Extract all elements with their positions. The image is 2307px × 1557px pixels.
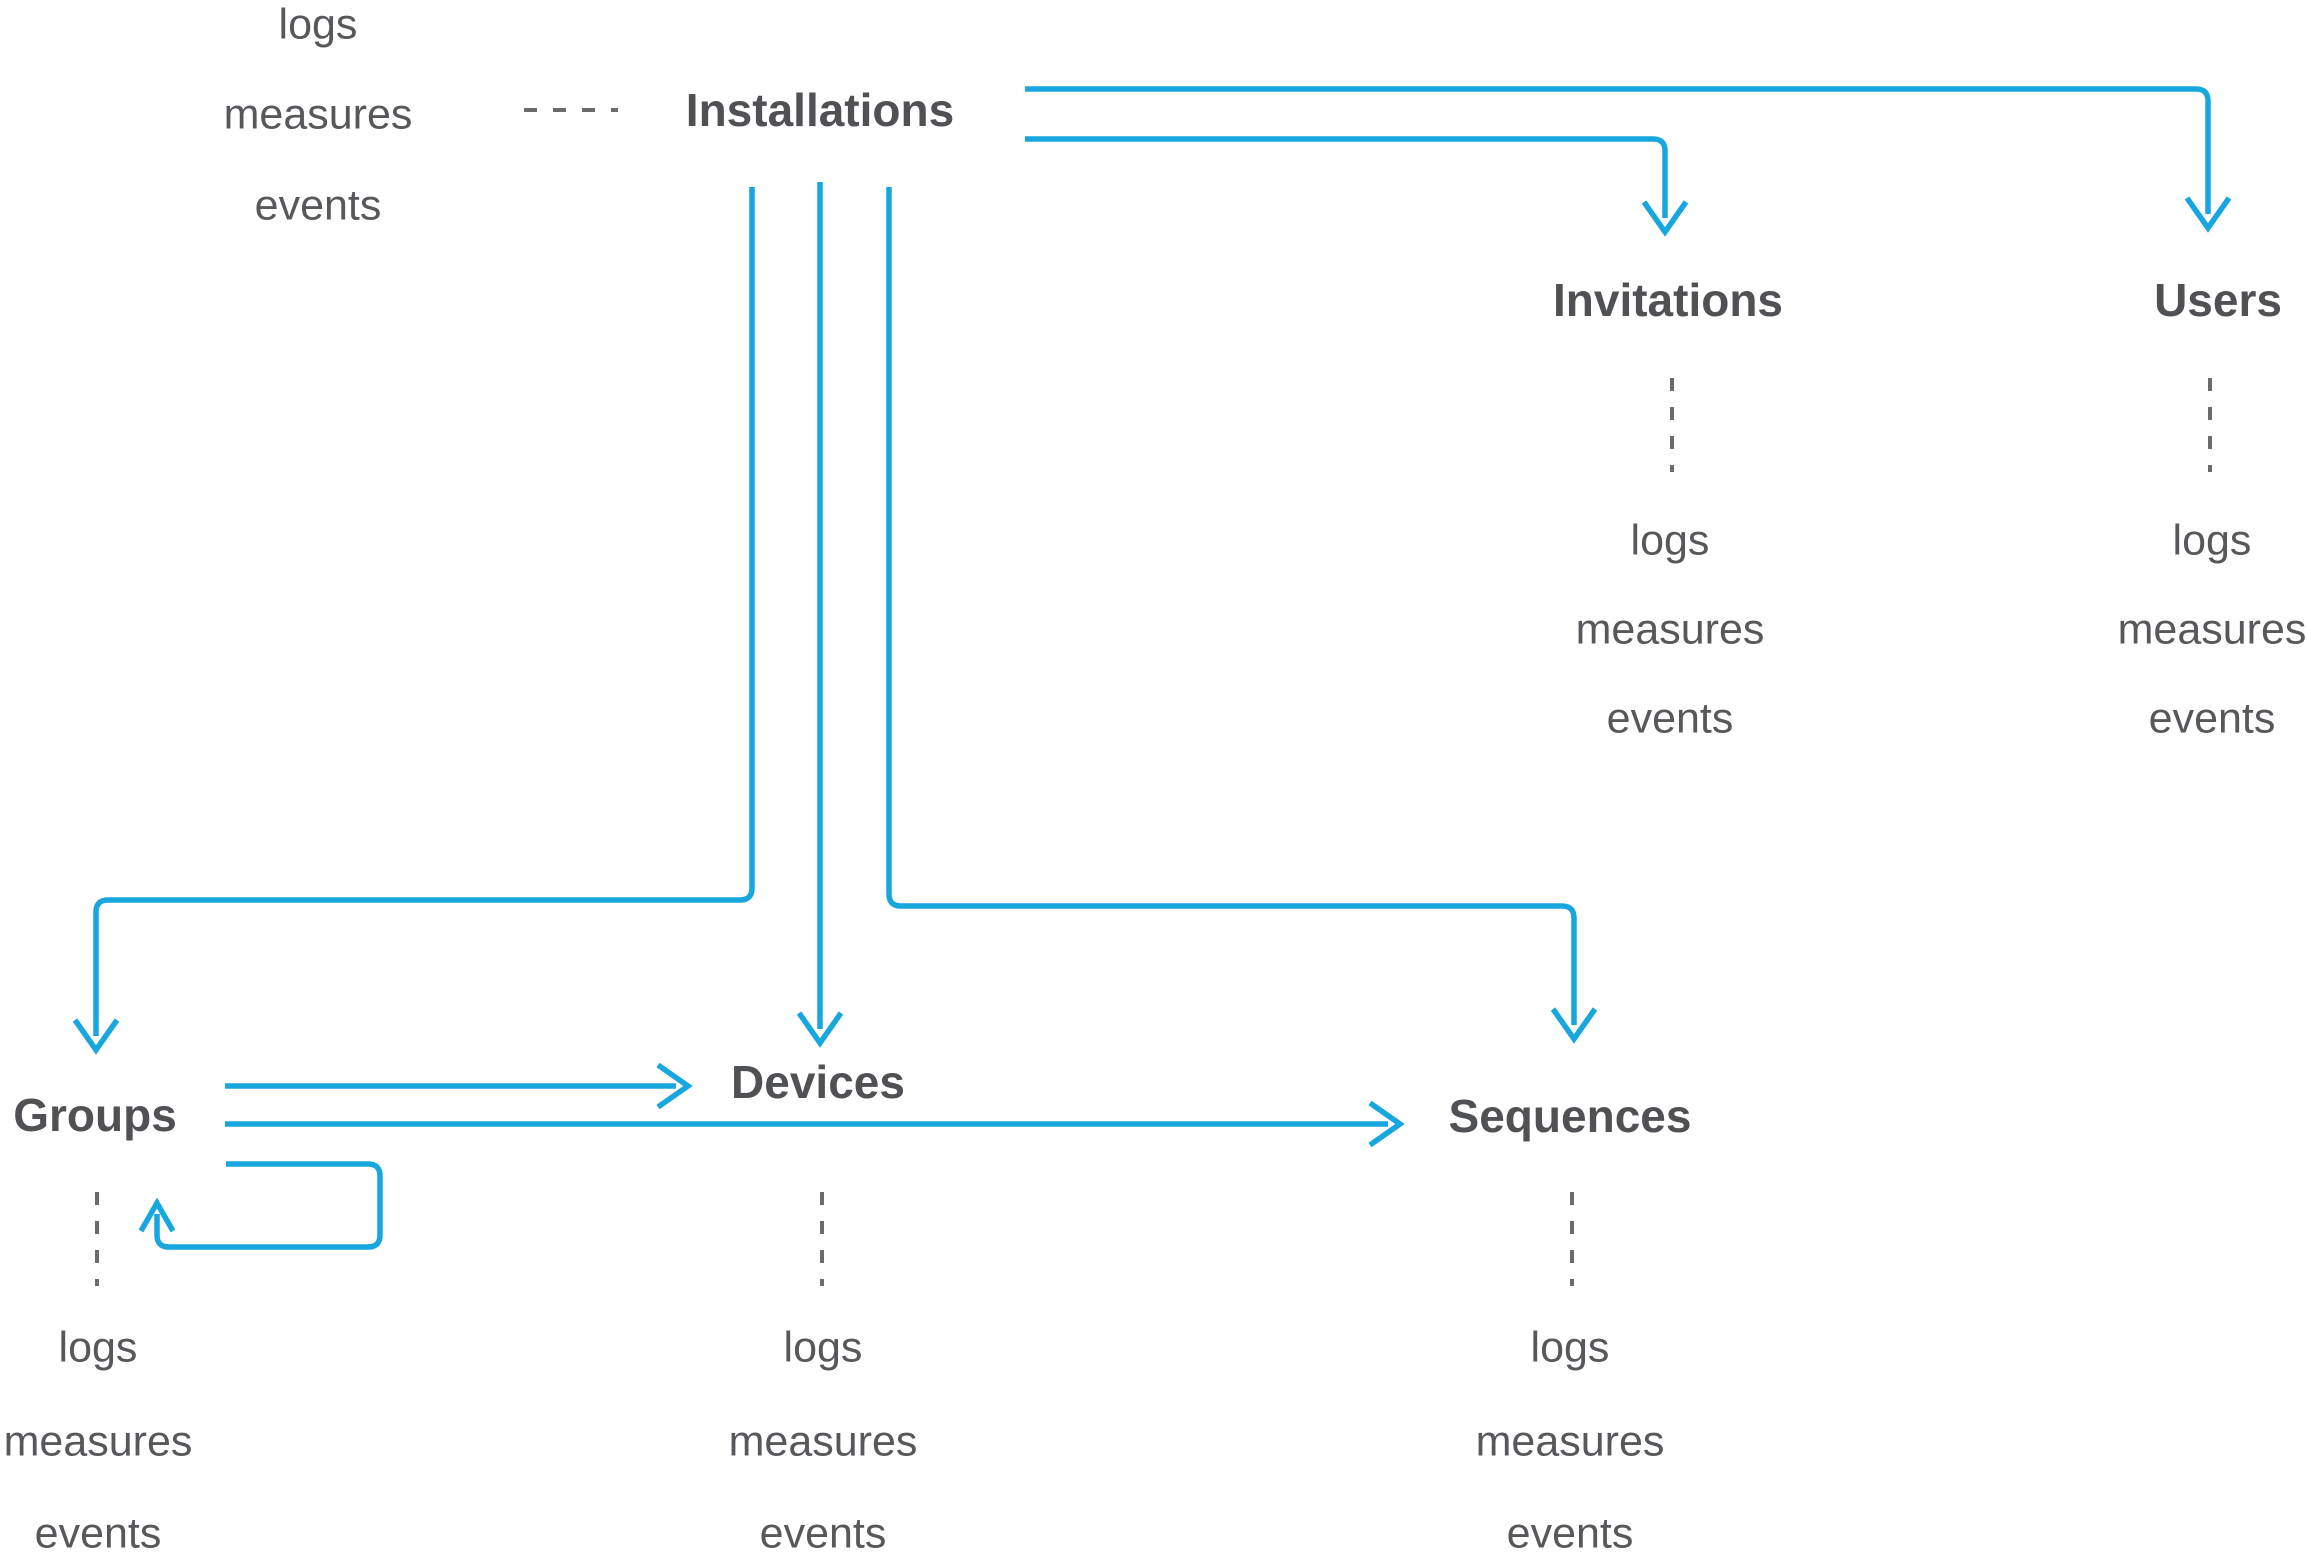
node-title-users: Users xyxy=(2154,274,2282,326)
edge-installations-sequences xyxy=(889,187,1595,1039)
attr-installations-logs: logs xyxy=(278,0,358,49)
node-title-invitations: Invitations xyxy=(1552,274,1784,326)
edge-installations-devices xyxy=(799,182,841,1043)
attr-devices-logs: logs xyxy=(783,1323,863,1372)
edge-installations-groups xyxy=(75,181,752,1050)
attr-installations-events: events xyxy=(254,181,382,230)
attr-sequences-events: events xyxy=(1506,1509,1634,1557)
attr-groups-measures: measures xyxy=(3,1417,193,1466)
attr-groups-logs: logs xyxy=(58,1323,138,1372)
attr-invitations-events: events xyxy=(1606,694,1734,743)
attr-sequences-measures: measures xyxy=(1475,1417,1665,1466)
attr-devices-events: events xyxy=(759,1509,887,1557)
edge-installations-users xyxy=(1025,89,2229,228)
node-title-devices: Devices xyxy=(731,1056,905,1108)
edge-groups-self-loop xyxy=(141,1164,380,1247)
attr-sequences-logs: logs xyxy=(1530,1323,1610,1372)
edge-groups-devices xyxy=(225,1065,688,1107)
edge-groups-sequences xyxy=(225,1103,1400,1145)
edge-installations-invitations xyxy=(1025,139,1686,232)
attr-devices-measures: measures xyxy=(728,1417,918,1466)
attr-installations-measures: measures xyxy=(223,90,413,139)
attr-users-logs: logs xyxy=(2172,516,2252,565)
attr-invitations-measures: measures xyxy=(1575,605,1765,654)
node-title-groups: Groups xyxy=(13,1089,177,1141)
attr-invitations-logs: logs xyxy=(1630,516,1710,565)
node-title-installations: Installations xyxy=(685,84,955,136)
node-title-sequences: Sequences xyxy=(1448,1090,1692,1142)
attr-users-measures: measures xyxy=(2117,605,2307,654)
attr-users-events: events xyxy=(2148,694,2276,743)
attr-groups-events: events xyxy=(34,1509,162,1557)
